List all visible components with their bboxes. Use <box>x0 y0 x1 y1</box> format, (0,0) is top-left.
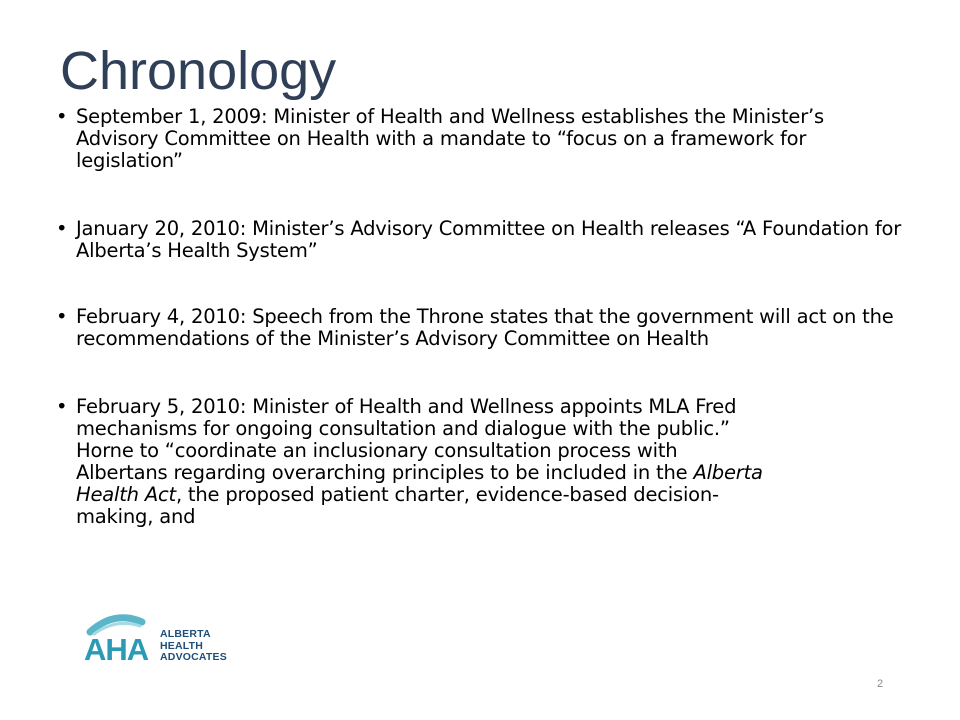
aha-logo <box>84 612 254 676</box>
bullet-item <box>56 306 906 350</box>
bullet-text <box>76 396 906 528</box>
italic-act-title: Health Act <box>76 483 176 506</box>
bullet-dot: • <box>56 105 68 128</box>
logo-word: ADVOCATES <box>160 651 227 663</box>
aha-logo-mark <box>84 612 160 676</box>
bullet-line: , the proposed patient charter, evidence-based decision- <box>175 483 719 506</box>
bullet-line: mechanisms for ongoing consultation and dialogue with the public.” <box>76 417 730 440</box>
italic-act-title: Alberta <box>693 461 763 484</box>
bullet-line: Albertans regarding overarching principles to be included in the <box>76 461 694 484</box>
slide-title: Chronology <box>60 41 337 101</box>
bullet-line: February 5, 2010: Minister of Health and Wellness appoints MLA Fred <box>76 395 737 418</box>
bullet-item <box>56 396 906 528</box>
bullet-line: making, and <box>76 505 196 528</box>
bullet-text: September 1, 2009: Minister of Health and Wellness establishes the Minister’s Advisory Committee on Health with a mandate to “focus on a framework for legislation” <box>76 105 825 172</box>
bullet-item <box>56 106 906 172</box>
page-number: 2 <box>877 678 884 690</box>
bullet-dot: • <box>56 305 68 328</box>
bullet-text: February 4, 2010: Speech from the Throne states that the government will act on the recommendations of the Minister’s Advisory Committee on Health <box>76 305 894 350</box>
logo-word: HEALTH <box>160 639 204 652</box>
bullet-text: January 20, 2010: Minister’s Advisory Committee on Health releases “A Foundation for Alberta’s Health System” <box>76 217 902 262</box>
logo-letters: AHA <box>84 632 149 667</box>
bullet-dot: • <box>56 217 68 240</box>
logo-word: ALBERTA <box>160 628 211 640</box>
logo-words <box>160 629 227 664</box>
bullet-line: Horne to “coordinate an inclusionary consultation process with <box>76 439 678 462</box>
bullet-dot: • <box>56 395 68 418</box>
bullet-item <box>56 218 906 262</box>
bullet-list <box>56 106 906 528</box>
